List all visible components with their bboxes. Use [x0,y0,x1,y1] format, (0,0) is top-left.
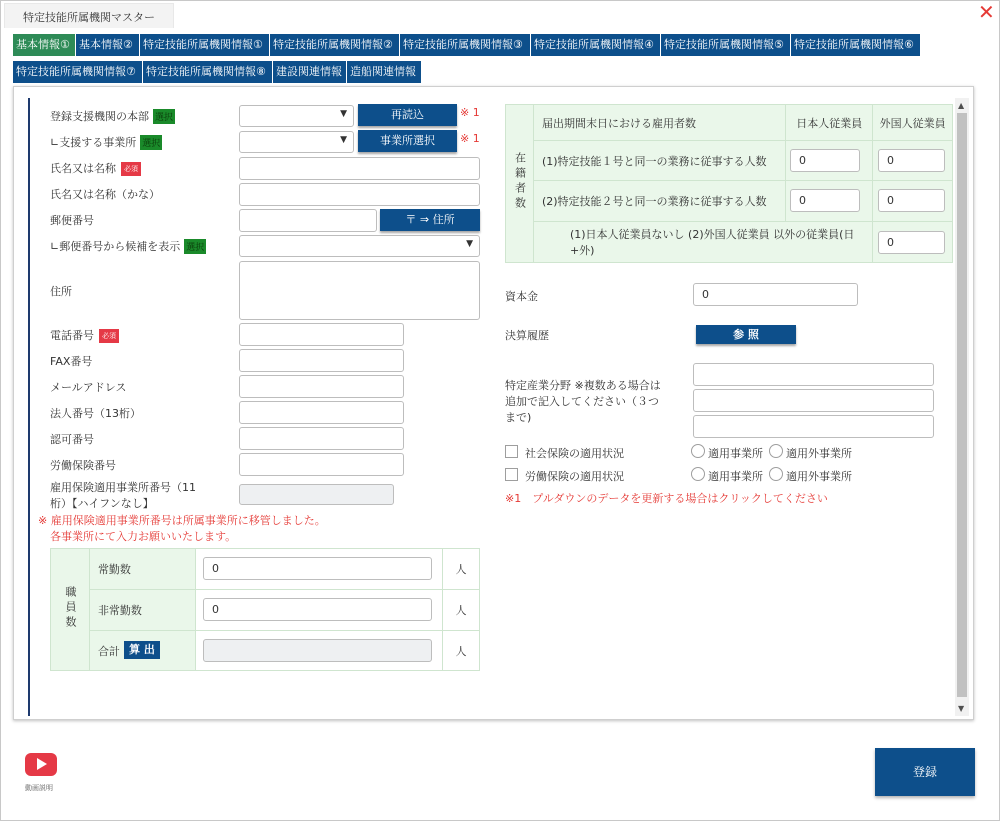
required-badge: 必須 [121,162,141,176]
select-badge: 選択 [184,239,206,254]
name-input[interactable] [239,157,480,180]
parttime-unit: 人 [443,590,480,631]
tab-org-5[interactable]: 特定技能所属機関情報⑤ [661,34,790,56]
corp-number-input[interactable] [239,401,404,424]
select-badge: 選択 [153,109,175,124]
parttime-label: 非常勤数 [89,590,195,631]
view-button[interactable]: 参 照 [696,325,796,344]
tab-org-2[interactable]: 特定技能所属機関情報② [270,34,399,56]
labor-insurance-checkbox[interactable] [505,468,518,481]
footnote: ※1 プルダウンのデータを更新する場合はクリックしてください [505,492,828,505]
tab-basic-1[interactable]: 基本情報① [13,34,75,56]
row3-label: (1)日本人従業員ないし (2)外国人従業員 以外の従業員(日+外) [533,222,872,263]
staff-header-cell [51,549,90,671]
fax-input[interactable] [239,349,404,372]
reload-button[interactable]: 再読込 [358,104,457,126]
col-desc: 届出期間末日における雇用者数 [533,105,785,141]
labor-not-applied-radio[interactable] [769,467,783,481]
name-kana-input[interactable] [239,183,480,206]
moved-note-2: 各事業所にて入力お願いいたします。 [50,530,237,543]
support-office-select[interactable] [239,131,354,153]
scroll-down-icon[interactable]: ▼ [958,704,965,713]
col-jp: 日本人従業員 [786,105,873,141]
tab-shipbuilding[interactable]: 造船関連情報 [347,61,421,83]
industry-input-3[interactable] [693,415,934,438]
name-kana-label: 氏名又は名称（かな） [50,188,160,201]
row3-input[interactable]: 0 [878,231,945,254]
total-input [203,639,432,662]
enrolled-header-cell [506,105,534,263]
postal-label: 郵便番号 [50,214,94,227]
staff-header: 職員数 [63,585,77,631]
industry-label-1: 特定産業分野 ※複数ある場合は [505,379,661,392]
employment-insurance-label-1: 雇用保険適用事業所番号（11 [50,481,196,494]
fax-label: FAX番号 [50,355,93,368]
industry-label-2: 追加で記入してください（３つ [505,395,659,408]
labor-not-applied-label: 適用外事業所 [786,470,852,483]
industry-label-3: まで) [505,411,532,424]
row2-label: (2)特定技能２号と同一の業務に従事する人数 [533,181,785,222]
play-triangle-icon [37,758,47,770]
support-hq-label: 登録支援機関の本部 選択 [50,110,174,123]
labor-insurance-input[interactable] [239,453,404,476]
capital-input[interactable]: 0 [693,283,858,306]
office-select-button[interactable]: 事業所選択 [358,130,457,152]
note-mark: ※ 1 [460,132,480,145]
fulltime-input[interactable]: 0 [203,557,432,580]
email-label: メールアドレス [50,381,127,394]
social-insurance-checkbox[interactable] [505,445,518,458]
employment-insurance-label-2: 桁）【ハイフンなし】 [50,497,154,510]
phone-label: 電話番号 必須 [50,327,119,343]
address-label: 住所 [50,285,72,298]
capital-label: 資本金 [505,290,538,303]
postal-candidates-select[interactable] [239,235,480,257]
tab-org-6[interactable]: 特定技能所属機関情報⑥ [791,34,920,56]
name-label: 氏名又は名称 必須 [50,160,141,176]
labor-applied-label: 適用事業所 [708,470,763,483]
register-button[interactable]: 登録 [875,748,975,796]
moved-note-1: ※ 雇用保険適用事業所番号は所属事業所に移管しました。 [38,514,326,527]
support-office-label: ∟支援する事業所 選択 [50,136,161,149]
fulltime-unit: 人 [443,549,480,590]
tab-construction[interactable]: 建設関連情報 [273,61,346,83]
total-unit: 人 [443,631,480,671]
labor-insurance-label: 労働保険番号 [50,459,116,472]
row1-jp-input[interactable]: 0 [790,149,860,172]
required-badge: 必須 [99,329,119,343]
license-label: 認可番号 [50,433,94,446]
total-label: 合計 [97,644,120,658]
phone-input[interactable] [239,323,404,346]
scroll-up-icon[interactable]: ▲ [958,101,965,110]
row2-jp-input[interactable]: 0 [790,189,860,212]
close-icon[interactable]: ✕ [978,0,995,24]
chevron-down-icon: ▼ [340,109,347,119]
postal-input[interactable] [239,209,377,232]
address-textarea[interactable] [239,261,480,320]
fulltime-label: 常勤数 [89,549,195,590]
social-applied-radio[interactable] [691,444,705,458]
social-insurance-label: 社会保険の適用状況 [525,447,624,460]
social-applied-label: 適用事業所 [708,447,763,460]
employment-insurance-input [239,484,394,505]
scrollbar-thumb[interactable] [957,113,967,697]
enrolled-header: 在籍者数 [513,152,527,212]
row1-foreign-input[interactable]: 0 [878,149,945,172]
note-mark: ※ 1 [460,106,480,119]
chevron-down-icon: ▼ [466,239,473,249]
labor-applied-radio[interactable] [691,467,705,481]
row1-label: (1)特定技能１号と同一の業務に従事する人数 [533,141,785,181]
social-not-applied-radio[interactable] [769,444,783,458]
industry-input-1[interactable] [693,363,934,386]
calc-button[interactable]: 算 出 [124,641,160,659]
tab-org-4[interactable]: 特定技能所属機関情報④ [531,34,660,56]
postal-to-address-button[interactable]: 〒 ⇒ 住所 [380,209,480,231]
license-input[interactable] [239,427,404,450]
industry-input-2[interactable] [693,389,934,412]
left-accent-line [28,98,30,716]
support-hq-select[interactable] [239,105,354,127]
postal-candidates-label: ∟郵便番号から候補を表示 選択 [50,240,205,253]
tab-basic-2[interactable]: 基本情報② [76,34,139,56]
tab-org-7[interactable]: 特定技能所属機関情報⑦ [13,61,142,83]
social-not-applied-label: 適用外事業所 [786,447,852,460]
parttime-input[interactable]: 0 [203,598,432,621]
row2-foreign-input[interactable]: 0 [878,189,945,212]
chevron-down-icon: ▼ [340,135,347,145]
tab-org-1[interactable]: 特定技能所属機関情報① [140,34,269,56]
col-foreign: 外国人従業員 [873,105,953,141]
window-title: 特定技能所属機関マスター [4,3,174,28]
email-input[interactable] [239,375,404,398]
tab-org-8[interactable]: 特定技能所属機関情報⑧ [143,61,272,83]
labor-insurance-status-label: 労働保険の適用状況 [525,470,624,483]
tab-org-3[interactable]: 特定技能所属機関情報③ [400,34,530,56]
settlement-label: 決算履歴 [505,329,549,342]
corp-number-label: 法人番号（13桁） [50,407,141,420]
select-badge: 選択 [140,135,162,150]
video-label: 動画説明 [25,784,53,792]
